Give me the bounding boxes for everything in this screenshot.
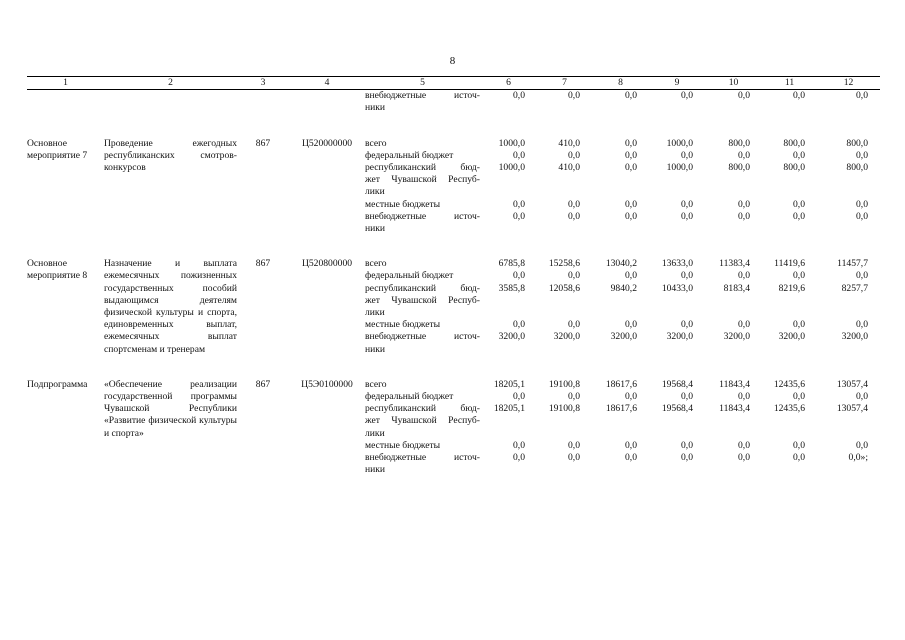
value-line: 0,0 bbox=[513, 198, 525, 210]
value-cell bbox=[480, 379, 537, 477]
value-line bbox=[649, 344, 693, 356]
value-line bbox=[537, 295, 580, 307]
value-line: 0,0 bbox=[625, 149, 637, 161]
value-line: 3200,0 bbox=[610, 331, 637, 343]
value-line bbox=[705, 428, 750, 440]
value-line: 1000,0 bbox=[666, 162, 693, 174]
value-cell bbox=[592, 258, 649, 356]
value-line bbox=[817, 186, 868, 198]
value-line: 8219,6 bbox=[778, 282, 805, 294]
value-line bbox=[649, 186, 693, 198]
value-line bbox=[537, 344, 580, 356]
col-header-4: 4 bbox=[289, 77, 365, 90]
value-line bbox=[705, 415, 750, 427]
value-line: 19100,8 bbox=[548, 403, 580, 415]
value-line: 0,0 bbox=[625, 452, 637, 464]
source-line: лики bbox=[365, 186, 385, 198]
table-row bbox=[27, 258, 880, 356]
value-line: 0,0 bbox=[568, 149, 580, 161]
value-line: 11383,4 bbox=[719, 258, 750, 270]
value-line: 0,0 bbox=[793, 198, 805, 210]
source-line: жет Чувашской Респуб- bbox=[365, 294, 480, 306]
value-cell bbox=[762, 379, 817, 477]
value-line bbox=[817, 223, 868, 235]
value-line: 19100,8 bbox=[548, 378, 580, 390]
value-line bbox=[592, 295, 637, 307]
value-line: 0,0 bbox=[681, 210, 693, 222]
value-line bbox=[705, 464, 750, 476]
value-line: 0,0 bbox=[738, 210, 750, 222]
value-line: 0,0 bbox=[568, 439, 580, 451]
value-line bbox=[480, 174, 525, 186]
value-line: 0,0 bbox=[513, 270, 525, 282]
source-line: местные бюджеты bbox=[365, 439, 441, 451]
event-cell: Подпрограмма bbox=[27, 378, 88, 390]
value-cell bbox=[592, 379, 649, 477]
value-line: 1000,0 bbox=[498, 162, 525, 174]
value-cell bbox=[592, 138, 649, 236]
name-cell: Назначение и выплата ежемесячных пожизненных государственных пособий выдающимся деятелям физической культуры и спорта, единовременных выплат, ежемесячных выплат спортсменам и тренерам bbox=[104, 258, 237, 355]
value-line bbox=[817, 415, 868, 427]
col-header-3: 3 bbox=[237, 77, 289, 90]
code-cell: 867 bbox=[255, 137, 271, 149]
value-cell bbox=[537, 138, 592, 236]
code-cell: 867 bbox=[255, 378, 271, 390]
value-line: 410,0 bbox=[558, 162, 580, 174]
csr-cell: Ц5Э0100000 bbox=[301, 378, 353, 390]
col-header-2: 2 bbox=[104, 77, 237, 90]
value-line: 11843,4 bbox=[719, 378, 750, 390]
value-line bbox=[762, 223, 805, 235]
value-line bbox=[705, 344, 750, 356]
budget-table bbox=[27, 76, 880, 476]
value-line: 0,0 bbox=[568, 319, 580, 331]
value-line: 410,0 bbox=[558, 137, 580, 149]
value-line: 800,0 bbox=[728, 137, 750, 149]
value-line: 0,0 bbox=[625, 391, 637, 403]
value-line: 0,0 bbox=[738, 319, 750, 331]
value-line: 18617,6 bbox=[605, 403, 637, 415]
value-cell bbox=[537, 379, 592, 477]
value-line: 12435,6 bbox=[773, 403, 805, 415]
value-line bbox=[762, 295, 805, 307]
value-line: 0,0 bbox=[681, 452, 693, 464]
sources-cell bbox=[365, 379, 480, 477]
value-line bbox=[592, 428, 637, 440]
value-cell: 0,0 bbox=[568, 90, 580, 102]
value-line: 0,0 bbox=[738, 452, 750, 464]
value-line: 0,0 bbox=[681, 198, 693, 210]
source-line: всего bbox=[365, 378, 387, 390]
value-cell bbox=[649, 138, 705, 236]
value-line: 0,0 bbox=[568, 210, 580, 222]
value-cell bbox=[762, 138, 817, 236]
col-header-9: 9 bbox=[649, 77, 705, 90]
value-line bbox=[817, 307, 868, 319]
source-line: лики bbox=[365, 307, 385, 319]
value-cell: 0,0 bbox=[793, 90, 805, 102]
source-line: ники bbox=[365, 343, 386, 355]
value-line: 19568,4 bbox=[661, 378, 693, 390]
page-number: 8 bbox=[449, 55, 456, 67]
value-line: 0,0 bbox=[625, 198, 637, 210]
value-line: 13040,2 bbox=[605, 258, 637, 270]
source-line: ники bbox=[365, 464, 386, 476]
table-row bbox=[27, 379, 880, 477]
value-line: 0,0 bbox=[625, 270, 637, 282]
value-line: 3200,0 bbox=[841, 331, 868, 343]
source-line: внебюджетные источ- bbox=[365, 210, 480, 222]
value-line: 0,0 bbox=[793, 439, 805, 451]
value-line bbox=[592, 464, 637, 476]
source-line: ники bbox=[365, 223, 386, 235]
value-cell: 0,0 bbox=[738, 90, 750, 102]
value-cell bbox=[817, 379, 880, 477]
value-line bbox=[817, 295, 868, 307]
value-line bbox=[762, 464, 805, 476]
source-line: внебюджетные источ- bbox=[365, 452, 480, 464]
value-line: 0,0 bbox=[793, 391, 805, 403]
value-line: 0,0 bbox=[625, 210, 637, 222]
value-line: 9840,2 bbox=[610, 282, 637, 294]
value-line: 0,0 bbox=[625, 137, 637, 149]
value-line: 0,0 bbox=[856, 210, 868, 222]
value-line: 11457,7 bbox=[837, 258, 868, 270]
value-line: 0,0 bbox=[568, 270, 580, 282]
value-line bbox=[592, 307, 637, 319]
value-line: 0,0 bbox=[513, 149, 525, 161]
source-line: республиканский бюд- bbox=[365, 403, 480, 415]
value-line bbox=[480, 344, 525, 356]
value-line: 0,0 bbox=[793, 319, 805, 331]
value-line bbox=[537, 174, 580, 186]
value-line: 8183,4 bbox=[723, 282, 750, 294]
source-line: местные бюджеты bbox=[365, 198, 441, 210]
value-line: 800,0 bbox=[846, 162, 868, 174]
value-line bbox=[480, 223, 525, 235]
value-line: 0,0 bbox=[568, 198, 580, 210]
value-line bbox=[649, 174, 693, 186]
value-line: 800,0 bbox=[783, 162, 805, 174]
value-line: 0,0 bbox=[793, 210, 805, 222]
value-line: 0,0 bbox=[513, 391, 525, 403]
value-line: 13633,0 bbox=[661, 258, 693, 270]
event-cell: Основное мероприятие 7 bbox=[27, 137, 88, 161]
value-line bbox=[480, 464, 525, 476]
value-cell bbox=[817, 138, 880, 236]
value-line bbox=[649, 223, 693, 235]
value-cell: 0,0 bbox=[681, 90, 693, 102]
value-line bbox=[762, 344, 805, 356]
value-line: 0,0 bbox=[856, 391, 868, 403]
value-line: 3200,0 bbox=[553, 331, 580, 343]
col-header-10: 10 bbox=[705, 77, 762, 90]
sources-cell bbox=[365, 138, 480, 236]
source-line: федеральный бюджет bbox=[365, 270, 454, 282]
value-line: 0,0 bbox=[568, 452, 580, 464]
value-cell: 0,0 bbox=[513, 90, 525, 102]
value-line bbox=[649, 428, 693, 440]
value-line: 12435,6 bbox=[773, 378, 805, 390]
value-line bbox=[592, 344, 637, 356]
source-line: местные бюджеты bbox=[365, 319, 441, 331]
value-cell bbox=[705, 258, 762, 356]
value-line bbox=[480, 415, 525, 427]
source-line: всего bbox=[365, 258, 387, 270]
value-line: 0,0 bbox=[738, 391, 750, 403]
value-line: 0,0 bbox=[568, 391, 580, 403]
csr-cell: Ц520000000 bbox=[301, 137, 353, 149]
value-line: 3200,0 bbox=[723, 331, 750, 343]
value-line: 12058,6 bbox=[548, 282, 580, 294]
source-line: всего bbox=[365, 137, 387, 149]
value-line: 0,0 bbox=[625, 319, 637, 331]
table-row bbox=[27, 138, 880, 236]
value-line: 18205,1 bbox=[493, 403, 525, 415]
value-line bbox=[480, 295, 525, 307]
source-line: федеральный бюджет bbox=[365, 391, 454, 403]
col-header-1: 1 bbox=[27, 77, 104, 90]
value-line: 13057,4 bbox=[836, 378, 868, 390]
value-line: 0,0 bbox=[513, 452, 525, 464]
value-line: 15258,6 bbox=[548, 258, 580, 270]
value-cell bbox=[480, 138, 537, 236]
value-line bbox=[705, 223, 750, 235]
value-line bbox=[762, 428, 805, 440]
col-header-7: 7 bbox=[537, 77, 592, 90]
value-cell bbox=[649, 258, 705, 356]
header-row bbox=[27, 77, 880, 90]
source-line: внебюджетные источ- bbox=[365, 331, 480, 343]
value-line: 1000,0 bbox=[666, 137, 693, 149]
value-line bbox=[480, 307, 525, 319]
value-line: 18617,6 bbox=[605, 378, 637, 390]
value-line bbox=[762, 415, 805, 427]
value-line: 11419,6 bbox=[774, 258, 805, 270]
value-line: 3200,0 bbox=[498, 331, 525, 343]
name-cell: «Обеспечение реализации государственной программы Чувашской Республики «Развитие физической культуры и спорта» bbox=[104, 378, 237, 439]
value-line bbox=[592, 174, 637, 186]
value-line: 11843,4 bbox=[719, 403, 750, 415]
value-line bbox=[817, 428, 868, 440]
source-line: республиканский бюд- bbox=[365, 162, 480, 174]
value-line: 8257,7 bbox=[841, 282, 868, 294]
value-line bbox=[705, 186, 750, 198]
value-line: 800,0 bbox=[728, 162, 750, 174]
source-line: внебюджетные источ- bbox=[365, 90, 480, 102]
value-line: 6785,8 bbox=[498, 258, 525, 270]
value-line bbox=[817, 464, 868, 476]
value-line: 0,0 bbox=[681, 391, 693, 403]
value-line: 0,0»; bbox=[848, 452, 868, 464]
value-line: 0,0 bbox=[793, 149, 805, 161]
source-line: республиканский бюд- bbox=[365, 282, 480, 294]
col-header-8: 8 bbox=[592, 77, 649, 90]
code-cell: 867 bbox=[255, 258, 271, 270]
value-line: 1000,0 bbox=[498, 137, 525, 149]
value-line: 0,0 bbox=[793, 452, 805, 464]
value-line bbox=[537, 428, 580, 440]
value-line bbox=[592, 415, 637, 427]
value-line bbox=[537, 464, 580, 476]
col-header-11: 11 bbox=[762, 77, 817, 90]
value-line: 0,0 bbox=[793, 270, 805, 282]
value-line bbox=[592, 223, 637, 235]
sources-cell bbox=[365, 90, 480, 115]
source-line: ники bbox=[365, 102, 386, 114]
col-header-12: 12 bbox=[817, 77, 880, 90]
value-line bbox=[817, 174, 868, 186]
event-cell: Основное мероприятие 8 bbox=[27, 258, 88, 282]
value-line: 0,0 bbox=[738, 270, 750, 282]
source-line: лики bbox=[365, 427, 385, 439]
value-line bbox=[537, 223, 580, 235]
value-line: 0,0 bbox=[856, 198, 868, 210]
source-line: жет Чувашской Респуб- bbox=[365, 415, 480, 427]
sources-cell bbox=[365, 258, 480, 356]
value-cell bbox=[537, 258, 592, 356]
source-line: жет Чувашской Респуб- bbox=[365, 174, 480, 186]
value-line: 13057,4 bbox=[836, 403, 868, 415]
value-cell bbox=[817, 258, 880, 356]
value-line: 18205,1 bbox=[493, 378, 525, 390]
value-line bbox=[762, 174, 805, 186]
source-line: федеральный бюджет bbox=[365, 149, 454, 161]
value-cell bbox=[649, 379, 705, 477]
value-cell: 0,0 bbox=[625, 90, 637, 102]
csr-cell: Ц520800000 bbox=[301, 258, 353, 270]
value-line: 10433,0 bbox=[661, 282, 693, 294]
value-line: 3200,0 bbox=[778, 331, 805, 343]
value-line: 0,0 bbox=[513, 319, 525, 331]
value-line bbox=[762, 307, 805, 319]
value-line bbox=[649, 295, 693, 307]
value-line: 3585,8 bbox=[498, 282, 525, 294]
value-line bbox=[649, 464, 693, 476]
value-line bbox=[705, 174, 750, 186]
value-cell bbox=[480, 258, 537, 356]
value-cell bbox=[705, 138, 762, 236]
value-line: 0,0 bbox=[856, 439, 868, 451]
value-line bbox=[762, 186, 805, 198]
value-line bbox=[592, 186, 637, 198]
value-line: 19568,4 bbox=[661, 403, 693, 415]
value-line: 3200,0 bbox=[666, 331, 693, 343]
value-line: 800,0 bbox=[783, 137, 805, 149]
name-cell: Проведение ежегодных республиканских смотров-конкурсов bbox=[104, 137, 237, 174]
value-line bbox=[649, 307, 693, 319]
value-line: 0,0 bbox=[856, 149, 868, 161]
value-line: 0,0 bbox=[513, 439, 525, 451]
value-cell bbox=[762, 258, 817, 356]
value-line: 0,0 bbox=[738, 149, 750, 161]
value-line: 0,0 bbox=[856, 319, 868, 331]
value-line: 0,0 bbox=[738, 198, 750, 210]
value-line bbox=[537, 186, 580, 198]
value-line bbox=[649, 415, 693, 427]
value-cell: 0,0 bbox=[856, 90, 868, 102]
value-line: 0,0 bbox=[681, 439, 693, 451]
value-line bbox=[537, 307, 580, 319]
col-header-5: 5 bbox=[365, 77, 480, 90]
value-line: 0,0 bbox=[681, 149, 693, 161]
value-line bbox=[705, 307, 750, 319]
value-line bbox=[537, 415, 580, 427]
value-line: 800,0 bbox=[846, 137, 868, 149]
table-row bbox=[27, 90, 880, 115]
value-line: 0,0 bbox=[856, 270, 868, 282]
value-line bbox=[817, 344, 868, 356]
col-header-6: 6 bbox=[480, 77, 537, 90]
value-line: 0,0 bbox=[681, 270, 693, 282]
value-line: 0,0 bbox=[625, 162, 637, 174]
value-line: 0,0 bbox=[625, 439, 637, 451]
value-line: 0,0 bbox=[681, 319, 693, 331]
value-line: 0,0 bbox=[738, 439, 750, 451]
value-line bbox=[480, 186, 525, 198]
value-line bbox=[705, 295, 750, 307]
value-cell bbox=[705, 379, 762, 477]
value-line: 0,0 bbox=[513, 210, 525, 222]
value-line bbox=[480, 428, 525, 440]
